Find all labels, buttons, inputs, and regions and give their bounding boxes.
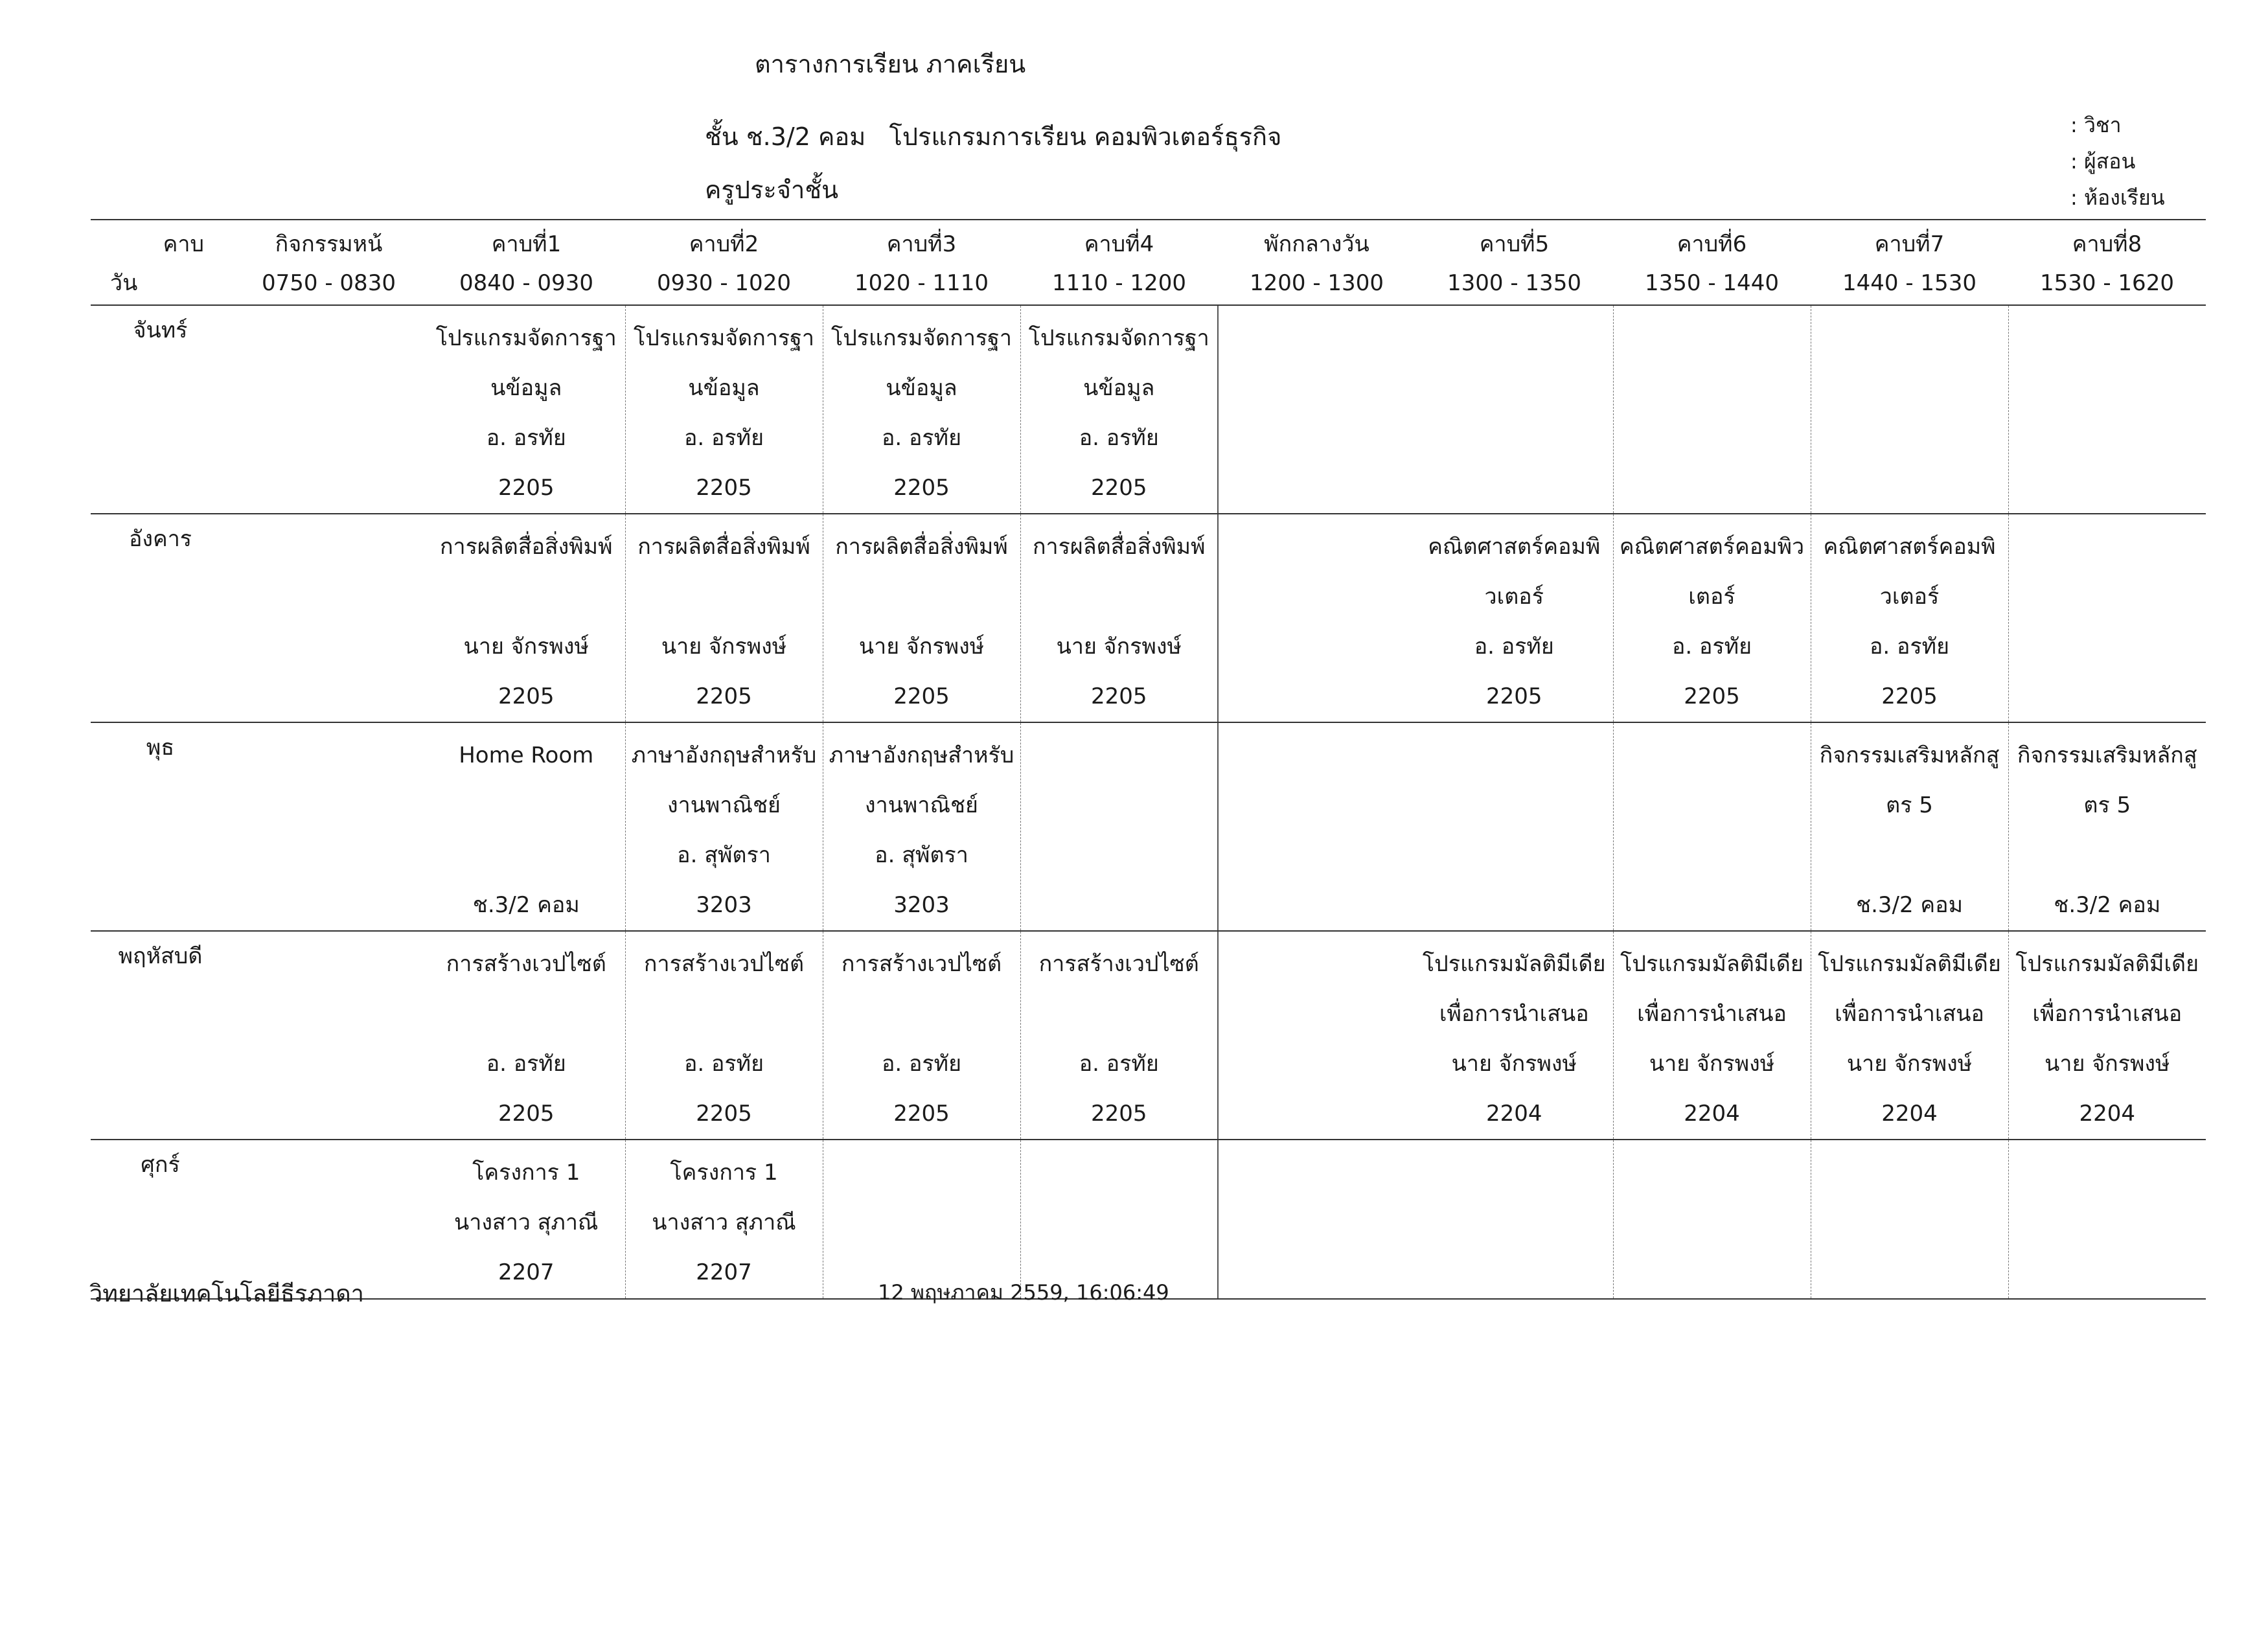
cell-line: การผลิตสื่อสิ่งพิมพ์ <box>439 534 613 560</box>
cell-line <box>626 989 823 1039</box>
cell-line: นาย จักรพงษ์ <box>661 634 787 660</box>
corner-day-label: วัน <box>110 270 138 296</box>
cell-period-5 <box>1415 305 1613 514</box>
cell-line: เพื่อการนำเสนอ <box>1835 1001 1984 1027</box>
cell-line: 2205 <box>696 475 752 501</box>
cell-line: การผลิตสื่อสิ่งพิมพ์ <box>1032 534 1206 560</box>
cell-line: 2205 <box>1881 683 1938 709</box>
cell-period-2 <box>625 722 823 931</box>
cell-line: คณิตศาสตร์คอมพิ <box>1823 534 1996 560</box>
cell-pre-activity <box>230 305 428 514</box>
cell-line: เพื่อการนำเสนอ <box>2032 1001 2182 1027</box>
cell-line: โครงการ 1 <box>670 1160 778 1186</box>
cell-line: 2205 <box>1090 475 1147 501</box>
cell-line <box>2009 831 2206 880</box>
cell-line: การผลิตสื่อสิ่งพิมพ์ <box>835 534 1008 560</box>
cell-line: นาย จักรพงษ์ <box>1846 1051 1973 1077</box>
cell-line: นาย จักรพงษ์ <box>463 634 589 660</box>
header-period-2: คาบที่2 0930 - 1020 <box>625 220 823 305</box>
cell-period-7 <box>1811 514 2008 722</box>
day-label: พุธ <box>91 722 230 931</box>
cell-line: 3203 <box>893 892 950 918</box>
cell-period-7 <box>1811 722 2008 931</box>
cell-line: อ. อรทัย <box>1079 425 1159 451</box>
cell-line: 3203 <box>696 892 752 918</box>
cell-pre-activity <box>230 722 428 931</box>
cell-line: อ. สุพัตรา <box>677 842 771 868</box>
header-period-8: คาบที่8 1530 - 1620 <box>2008 220 2206 305</box>
cell-line: 2205 <box>1090 683 1147 709</box>
cell-line <box>428 989 625 1039</box>
cell-period-8 <box>2008 514 2206 722</box>
cell-period-5 <box>1415 514 1613 722</box>
cell-line: อ. อรทัย <box>881 425 962 451</box>
cell-line: นข้อมูล <box>886 375 957 401</box>
cell-lunch <box>1218 1140 1415 1299</box>
header-period-1: คาบที่1 0840 - 0930 <box>428 220 625 305</box>
cell-period-4 <box>1020 514 1218 722</box>
cell-period-8 <box>2008 931 2206 1140</box>
cell-line: นข้อมูล <box>490 375 562 401</box>
cell-line: โปรแกรมมัลติมีเดีย <box>1422 951 1606 977</box>
cell-period-6 <box>1613 1140 1811 1299</box>
day-label: พฤหัสบดี <box>91 931 230 1140</box>
cell-line: 2205 <box>498 475 555 501</box>
cell-period-7 <box>1811 931 2008 1140</box>
cell-line: เพื่อการนำเสนอ <box>1439 1001 1589 1027</box>
cell-period-1 <box>428 722 625 931</box>
cell-line <box>428 572 625 622</box>
page-title: ตารางการเรียน ภาคเรียน <box>755 50 1026 78</box>
cell-line <box>428 831 625 880</box>
cell-period-1 <box>428 514 625 722</box>
cell-line: โปรแกรมมัลติมีเดีย <box>1818 951 2001 977</box>
cell-line <box>823 572 1020 622</box>
cell-period-6 <box>1613 514 1811 722</box>
cell-line: โปรแกรมมัลติมีเดีย <box>1620 951 1804 977</box>
cell-line: โปรแกรมมัลติมีเดีย <box>2015 951 2199 977</box>
cell-period-5 <box>1415 931 1613 1140</box>
day-label: อังคาร <box>91 514 230 722</box>
class-label: ชั้น ช.3/2 คอม <box>705 122 866 151</box>
cell-period-2 <box>625 931 823 1140</box>
cell-line: โครงการ 1 <box>472 1160 580 1186</box>
cell-period-3 <box>823 305 1020 514</box>
cell-line: การผลิตสื่อสิ่งพิมพ์ <box>637 534 810 560</box>
cell-line <box>1021 989 1218 1039</box>
printed-timestamp: 12 พฤษภาคม 2559, 16:06:49 <box>878 1280 1169 1305</box>
cell-line: คณิตศาสตร์คอมพิว <box>1619 534 1805 560</box>
cell-period-3 <box>823 722 1020 931</box>
cell-period-3 <box>823 931 1020 1140</box>
cell-line: นข้อมูล <box>688 375 760 401</box>
cell-period-5 <box>1415 1140 1613 1299</box>
cell-period-7 <box>1811 1140 2008 1299</box>
class-program-line <box>705 117 1281 156</box>
header-row <box>91 220 2206 305</box>
cell-period-4 <box>1020 1140 1218 1299</box>
program-label: โปรแกรมการเรียน คอมพิวเตอร์ธุรกิจ <box>889 122 1282 151</box>
cell-period-6 <box>1613 305 1811 514</box>
header-period-4: คาบที่4 1110 - 1200 <box>1020 220 1218 305</box>
cell-period-3 <box>823 1140 1020 1299</box>
cell-line: 2205 <box>1485 683 1542 709</box>
header-period-6: คาบที่6 1350 - 1440 <box>1613 220 1811 305</box>
cell-line: 2207 <box>498 1259 555 1285</box>
cell-period-8 <box>2008 1140 2206 1299</box>
cell-line: นางสาว สุภาณี <box>454 1210 599 1235</box>
cell-line: โปรแกรมจัดการฐา <box>1028 325 1209 351</box>
legend-teacher: : ผู้สอน <box>2070 149 2136 174</box>
cell-line: งานพาณิชย์ <box>865 792 978 818</box>
cell-period-6 <box>1613 722 1811 931</box>
cell-line: อ. อรทัย <box>683 425 764 451</box>
cell-line: กิจกรรมเสริมหลักสู <box>2017 742 2197 768</box>
cell-period-1 <box>428 1140 625 1299</box>
college-name: วิทยาลัยเทคโนโลยีธีรภาดา <box>89 1281 364 1307</box>
cell-line: อ. อรทัย <box>486 425 566 451</box>
cell-line: ภาษาอังกฤษสำหรับ <box>631 742 817 768</box>
cell-line <box>626 572 823 622</box>
day-row <box>91 722 2206 931</box>
cell-line: การสร้างเวปไซต์ <box>841 951 1002 977</box>
cell-line <box>823 989 1020 1039</box>
cell-line: นาย จักรพงษ์ <box>858 634 985 660</box>
cell-line <box>428 781 625 831</box>
legend-subject: : วิชา <box>2070 113 2122 137</box>
cell-line: 2205 <box>498 1101 555 1127</box>
cell-line: การสร้างเวปไซต์ <box>446 951 606 977</box>
cell-line: อ. สุพัตรา <box>875 842 968 868</box>
cell-line: โปรแกรมจัดการฐา <box>435 325 617 351</box>
cell-line: 2205 <box>498 683 555 709</box>
homeroom-teacher-label: ครูประจำชั้น <box>705 176 839 204</box>
cell-period-1 <box>428 931 625 1140</box>
cell-lunch <box>1218 305 1415 514</box>
cell-line: 2207 <box>696 1259 752 1285</box>
cell-period-1 <box>428 305 625 514</box>
day-row <box>91 305 2206 514</box>
header-period-5: คาบที่5 1300 - 1350 <box>1415 220 1613 305</box>
cell-line: 2205 <box>893 1101 950 1127</box>
cell-lunch <box>1218 514 1415 722</box>
day-label: ศุกร์ <box>91 1140 230 1299</box>
cell-line: อ. อรทัย <box>486 1051 566 1077</box>
cell-lunch <box>1218 722 1415 931</box>
cell-line: 2204 <box>1881 1101 1938 1127</box>
cell-line: ช.3/2 คอม <box>472 892 580 918</box>
cell-line: เพื่อการนำเสนอ <box>1637 1001 1787 1027</box>
cell-period-8 <box>2008 722 2206 931</box>
cell-line: ช.3/2 คอม <box>2054 892 2161 918</box>
day-row <box>91 931 2206 1140</box>
cell-pre-activity <box>230 514 428 722</box>
cell-period-4 <box>1020 722 1218 931</box>
timetable <box>91 219 2206 1300</box>
cell-line: งานพาณิชย์ <box>667 792 781 818</box>
cell-line: ช.3/2 คอม <box>1856 892 1963 918</box>
corner-period-label: คาบ <box>163 231 204 257</box>
cell-line: โปรแกรมจัดการฐา <box>633 325 815 351</box>
cell-line: นาย จักรพงษ์ <box>1649 1051 1775 1077</box>
cell-line: นาย จักรพงษ์ <box>1451 1051 1577 1077</box>
header-period-3: คาบที่3 1020 - 1110 <box>823 220 1020 305</box>
cell-line: ตร 5 <box>1886 792 1933 818</box>
cell-line: นาย จักรพงษ์ <box>2045 1051 2170 1077</box>
cell-line: คณิตศาสตร์คอมพิ <box>1428 534 1601 560</box>
cell-line: นาย จักรพงษ์ <box>1056 634 1182 660</box>
cell-line: นข้อมูล <box>1083 375 1155 401</box>
cell-line <box>1811 831 2008 880</box>
cell-period-4 <box>1020 931 1218 1140</box>
header-lunch: พักกลางวัน 1200 - 1300 <box>1218 220 1415 305</box>
cell-line: อ. อรทัย <box>881 1051 962 1077</box>
legend <box>2070 107 2165 216</box>
header-corner <box>91 220 230 305</box>
cell-line <box>1021 572 1218 622</box>
cell-period-3 <box>823 514 1020 722</box>
cell-line: อ. อรทัย <box>1079 1051 1159 1077</box>
cell-period-2 <box>625 514 823 722</box>
cell-line: 2205 <box>893 683 950 709</box>
cell-line: การสร้างเวปไซต์ <box>1038 951 1199 977</box>
cell-line: โปรแกรมจัดการฐา <box>830 325 1013 351</box>
cell-pre-activity <box>230 931 428 1140</box>
cell-period-4 <box>1020 305 1218 514</box>
cell-line: 2205 <box>893 475 950 501</box>
cell-line: การสร้างเวปไซต์ <box>643 951 805 977</box>
cell-line: 2205 <box>1090 1101 1147 1127</box>
legend-room: : ห้องเรียน <box>2070 185 2165 210</box>
cell-line: อ. อรทัย <box>683 1051 764 1077</box>
cell-line: 2204 <box>2079 1101 2136 1127</box>
cell-line: อ. อรทัย <box>1474 634 1554 660</box>
cell-lunch <box>1218 931 1415 1140</box>
cell-period-2 <box>625 305 823 514</box>
cell-line: วเตอร์ <box>1879 584 1940 610</box>
cell-line: วเตอร์ <box>1484 584 1544 610</box>
cell-period-5 <box>1415 722 1613 931</box>
cell-line: อ. อรทัย <box>1671 634 1752 660</box>
cell-line: ภาษาอังกฤษสำหรับ <box>829 742 1014 768</box>
cell-line: 2204 <box>1684 1101 1740 1127</box>
cell-line: 2205 <box>696 683 752 709</box>
cell-line: Home Room <box>459 742 594 768</box>
cell-line: เตอร์ <box>1688 584 1735 610</box>
cell-period-8 <box>2008 305 2206 514</box>
cell-line: ตร 5 <box>2083 792 2131 818</box>
cell-period-7 <box>1811 305 2008 514</box>
cell-line: 2204 <box>1485 1101 1542 1127</box>
cell-period-6 <box>1613 931 1811 1140</box>
header-period-7: คาบที่7 1440 - 1530 <box>1811 220 2008 305</box>
cell-line: 2205 <box>1684 683 1740 709</box>
day-label: จันทร์ <box>91 305 230 514</box>
day-row <box>91 1140 2206 1299</box>
day-row <box>91 514 2206 722</box>
cell-line: อ. อรทัย <box>1869 634 1950 660</box>
cell-line: กิจกรรมเสริมหลักสู <box>1819 742 2000 768</box>
header-pre-activity: กิจกรรมหน้ 0750 - 0830 <box>230 220 428 305</box>
cell-line: 2205 <box>696 1101 752 1127</box>
cell-line: นางสาว สุภาณี <box>652 1210 796 1235</box>
cell-period-2 <box>625 1140 823 1299</box>
